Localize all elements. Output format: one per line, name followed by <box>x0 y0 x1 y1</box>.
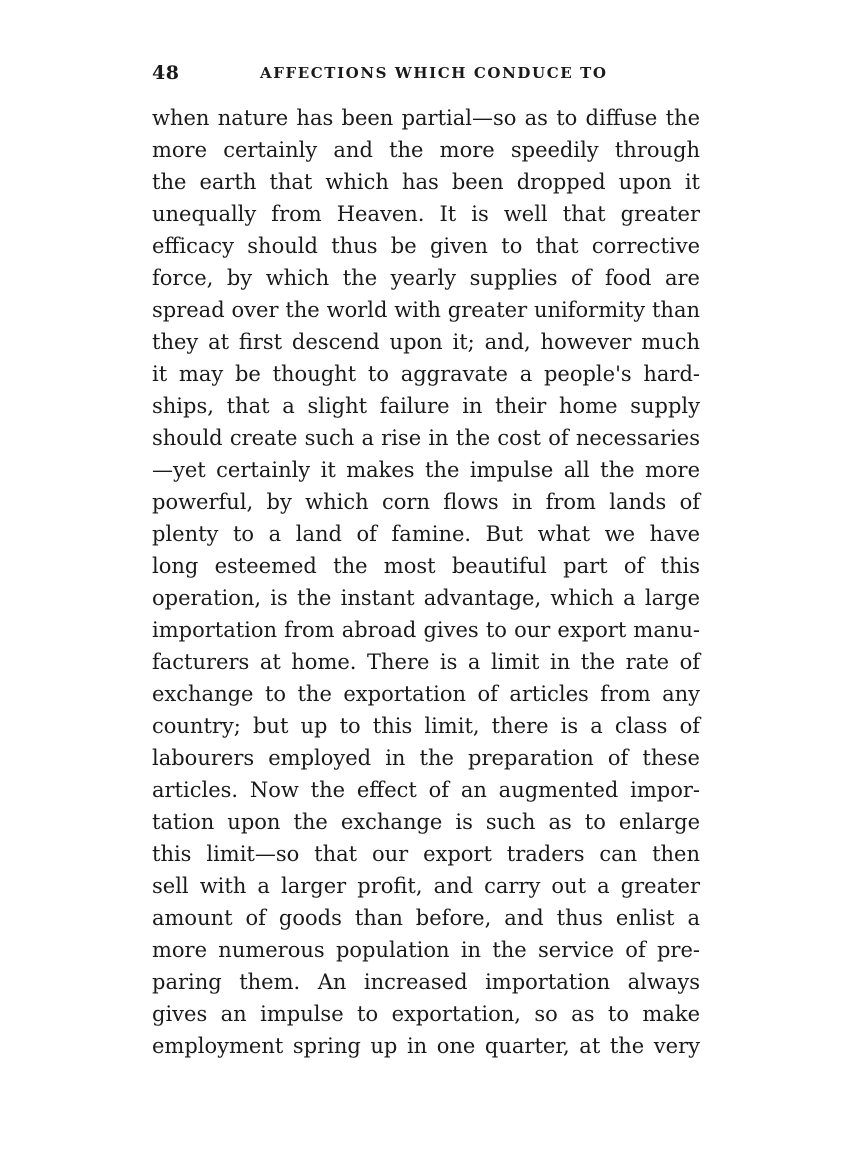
text-line: articles. Now the effect of an augmented impor- <box>152 778 700 802</box>
page-number: 48 <box>152 62 180 84</box>
text-line: tation upon the exchange is such as to enlarge <box>152 810 700 834</box>
text-line: they at first descend upon it; and, however much <box>152 330 700 354</box>
text-line: exchange to the exportation of articles from any <box>152 682 700 706</box>
text-line: it may be thought to aggravate a people's hard- <box>152 362 700 386</box>
text-line: the earth that which has been dropped upon it <box>152 170 700 194</box>
text-line: powerful, by which corn flows in from lands of <box>152 490 700 514</box>
text-line: importation from abroad gives to our export manu- <box>152 618 700 642</box>
text-line: force, by which the yearly supplies of food are <box>152 266 700 290</box>
page-header <box>152 62 700 86</box>
text-line: plenty to a land of famine. But what we have <box>152 522 700 546</box>
text-line: efficacy should thus be given to that corrective <box>152 234 700 258</box>
text-line: when nature has been partial—so as to diffuse the <box>152 106 700 130</box>
text-line: more numerous population in the service of pre- <box>152 938 700 962</box>
body-text <box>152 102 700 1062</box>
text-line: —yet certainly it makes the impulse all the more <box>152 458 700 482</box>
text-line: employment spring up in one quarter, at the very <box>152 1034 700 1058</box>
text-line: facturers at home. There is a limit in the rate of <box>152 650 700 674</box>
text-line: paring them. An increased importation always <box>152 970 700 994</box>
text-line: country; but up to this limit, there is a class of <box>152 714 700 738</box>
text-line: more certainly and the more speedily through <box>152 138 700 162</box>
text-line: sell with a larger profit, and carry out a greater <box>152 874 700 898</box>
text-line: ships, that a slight failure in their home supply <box>152 394 700 418</box>
text-line: this limit—so that our export traders can then <box>152 842 700 866</box>
text-line: should create such a rise in the cost of necessaries <box>152 426 700 450</box>
running-head: AFFECTIONS WHICH CONDUCE TO <box>260 64 608 82</box>
text-line: gives an impulse to exportation, so as to make <box>152 1002 700 1026</box>
text-line: operation, is the instant advantage, which a large <box>152 586 700 610</box>
text-line: spread over the world with greater uniformity than <box>152 298 700 322</box>
text-line: labourers employed in the preparation of these <box>152 746 700 770</box>
text-line: long esteemed the most beautiful part of this <box>152 554 700 578</box>
text-line: unequally from Heaven. It is well that greater <box>152 202 700 226</box>
text-line: amount of goods than before, and thus enlist a <box>152 906 700 930</box>
